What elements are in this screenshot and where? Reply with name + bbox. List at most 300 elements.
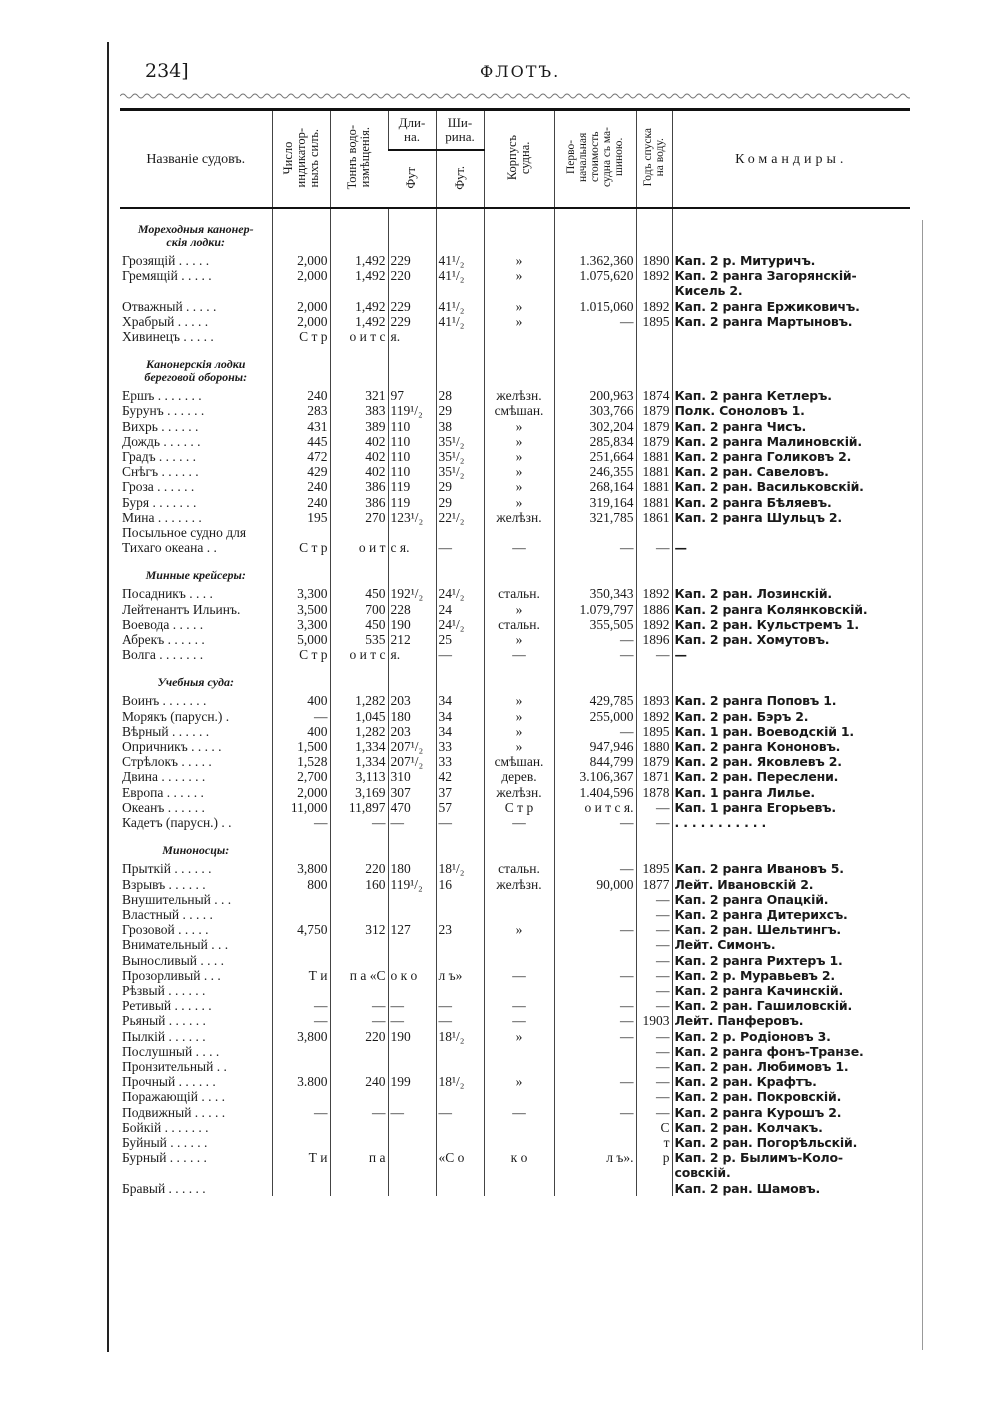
year-cell: 1879	[636, 403, 672, 418]
width-cell: 41¹/₂	[436, 299, 484, 314]
table-row	[120, 1135, 910, 1150]
col-header-width: Ши- рина.	[436, 110, 484, 151]
hull-cell: стальн.	[484, 861, 554, 876]
commander-cell: Кап. 2 ран. Гашиловскій.	[672, 998, 910, 1013]
col-header-length-unit: Фут	[388, 150, 436, 208]
col-header-year: Годъ спуска на воду.	[636, 110, 672, 209]
ship-name: Опричникъ . . . . .	[122, 739, 222, 755]
width-cell	[436, 525, 484, 540]
cost-cell: 200,963	[554, 388, 636, 403]
width-cell	[436, 1181, 484, 1196]
table-row	[120, 1059, 910, 1074]
wavy-rule	[120, 92, 910, 100]
hull-cell: —	[484, 815, 554, 830]
hp-cell	[272, 1181, 330, 1196]
length-cell	[388, 525, 436, 540]
col-header-hull: Корпусъ судна.	[484, 110, 554, 209]
hull-cell: »	[484, 464, 554, 479]
table-row	[120, 1029, 910, 1044]
year-cell: 1877	[636, 877, 672, 892]
hp-cell	[272, 525, 330, 540]
commander-cell: Кап. 2 ран. Переслени.	[672, 769, 910, 784]
table-row	[120, 1150, 910, 1180]
empty-cell	[636, 208, 672, 253]
ship-name: Европа . . . . . .	[122, 784, 204, 800]
width-cell	[436, 983, 484, 998]
displacement-cell: —	[330, 1105, 388, 1120]
year-cell: 1880	[636, 739, 672, 754]
length-cell: 123¹/₂	[388, 510, 436, 525]
displacement-cell: о и т с	[330, 647, 388, 662]
hp-cell	[272, 1135, 330, 1150]
commander-cell: Кап. 1 ранга Егорьевъ.	[672, 800, 910, 815]
displacement-cell: 1,334	[330, 754, 388, 769]
table-row	[120, 998, 910, 1013]
length-cell: 190	[388, 1029, 436, 1044]
displacement-cell: 1,282	[330, 693, 388, 708]
width-cell	[436, 953, 484, 968]
commander-cell: Кап. 2 ран. Бэръ 2.	[672, 709, 910, 724]
length-cell	[388, 1120, 436, 1135]
commander-cell: Кап. 2 р. Былимъ-Коло- совскій.	[672, 1150, 910, 1180]
table-row	[120, 329, 910, 344]
year-cell: 1890	[636, 253, 672, 268]
displacement-cell: 220	[330, 861, 388, 876]
width-cell	[436, 329, 484, 344]
commander-cell: Кап. 2 ран. Крафтъ.	[672, 1074, 910, 1089]
year-cell: —	[636, 540, 672, 555]
commander-cell: Кап. 2 ранга Малиновскій.	[672, 434, 910, 449]
table-row	[120, 1105, 910, 1120]
width-cell: 41¹/₂	[436, 253, 484, 268]
ship-name: Посадникъ . . . .	[122, 586, 213, 602]
width-cell	[436, 1135, 484, 1150]
hull-cell	[484, 937, 554, 952]
hull-cell: »	[484, 268, 554, 298]
year-cell: С	[636, 1120, 672, 1135]
hull-cell: стальн.	[484, 617, 554, 632]
year-cell: 1903	[636, 1013, 672, 1028]
width-cell	[436, 1120, 484, 1135]
hull-cell: »	[484, 922, 554, 937]
section-title: Миноносцы:	[162, 843, 230, 858]
cost-cell: —	[554, 647, 636, 662]
year-cell: 1892	[636, 617, 672, 632]
table-row	[120, 388, 910, 403]
width-cell: 35¹/₂	[436, 449, 484, 464]
commander-cell: Кап. 2 ранга Опацкій.	[672, 892, 910, 907]
ship-name: Посыльное судно для	[122, 525, 247, 541]
hp-cell: 11,000	[272, 800, 330, 815]
width-cell: 33	[436, 754, 484, 769]
length-cell	[388, 1150, 436, 1180]
displacement-cell: 3,169	[330, 785, 388, 800]
hp-cell: 400	[272, 693, 330, 708]
commander-cell: —	[672, 540, 910, 555]
ship-name: Бурунъ . . . . . .	[122, 403, 205, 419]
empty-cell	[554, 830, 636, 861]
hull-cell	[484, 983, 554, 998]
commander-cell: Кап. 2 ран. Покровскій.	[672, 1089, 910, 1104]
hp-cell: 2,000	[272, 314, 330, 329]
section-heading-row	[120, 662, 910, 693]
empty-cell	[554, 344, 636, 388]
hull-cell: »	[484, 724, 554, 739]
cost-cell: 3.106,367	[554, 769, 636, 784]
table-row	[120, 479, 910, 494]
cost-cell: 1.079,797	[554, 602, 636, 617]
empty-cell	[636, 830, 672, 861]
length-cell: 203	[388, 724, 436, 739]
year-cell: —	[636, 968, 672, 983]
displacement-cell: 3,113	[330, 769, 388, 784]
length-cell: 220	[388, 268, 436, 298]
table-row	[120, 419, 910, 434]
displacement-cell	[330, 1120, 388, 1135]
length-cell: 97	[388, 388, 436, 403]
ship-name: Бравый . . . . . .	[122, 1180, 206, 1196]
displacement-cell: о и т	[330, 540, 388, 555]
hull-cell	[484, 892, 554, 907]
table-row	[120, 617, 910, 632]
cost-cell: —	[554, 861, 636, 876]
width-cell: —	[436, 540, 484, 555]
displacement-cell: 321	[330, 388, 388, 403]
length-cell: 207¹/₂	[388, 739, 436, 754]
page-number: 234]	[145, 60, 189, 82]
length-cell: 119	[388, 479, 436, 494]
table-row	[120, 525, 910, 540]
table-row	[120, 1120, 910, 1135]
displacement-cell: 270	[330, 510, 388, 525]
hp-cell: 2,000	[272, 268, 330, 298]
cost-cell: 302,204	[554, 419, 636, 434]
hull-cell: »	[484, 739, 554, 754]
hp-cell	[272, 892, 330, 907]
length-cell: 229	[388, 253, 436, 268]
table-row	[120, 540, 910, 555]
commander-cell: Кап. 2 ранга Кононовъ.	[672, 739, 910, 754]
section-title: Учебныя суда:	[157, 675, 234, 690]
year-cell: р	[636, 1150, 672, 1180]
width-cell: 22¹/₂	[436, 510, 484, 525]
hp-cell: 472	[272, 449, 330, 464]
hull-cell	[484, 525, 554, 540]
hull-cell: »	[484, 709, 554, 724]
length-cell: 110	[388, 419, 436, 434]
cost-cell: 947,946	[554, 739, 636, 754]
displacement-cell	[330, 1059, 388, 1074]
displacement-cell	[330, 892, 388, 907]
table-row	[120, 922, 910, 937]
displacement-cell: 386	[330, 495, 388, 510]
hp-cell: 195	[272, 510, 330, 525]
commander-cell: . . . . . . . . . . .	[672, 815, 910, 830]
displacement-cell: 1,045	[330, 709, 388, 724]
width-cell: 18¹/₂	[436, 1074, 484, 1089]
displacement-cell: 402	[330, 449, 388, 464]
empty-cell	[636, 555, 672, 586]
year-cell: —	[636, 1105, 672, 1120]
length-cell	[388, 1181, 436, 1196]
hp-cell: 3,300	[272, 586, 330, 601]
year-cell: —	[636, 892, 672, 907]
commander-cell: Кап. 1 ранга Лилье.	[672, 785, 910, 800]
cost-cell	[554, 1181, 636, 1196]
length-cell: 470	[388, 800, 436, 815]
commander-cell: Кап. 2 р. Митуричъ.	[672, 253, 910, 268]
ship-name: Гроза . . . . . .	[122, 479, 195, 495]
table-row	[120, 709, 910, 724]
width-cell: 33	[436, 739, 484, 754]
width-cell: 35¹/₂	[436, 464, 484, 479]
cost-cell: —	[554, 632, 636, 647]
width-cell: 34	[436, 709, 484, 724]
hull-cell: »	[484, 632, 554, 647]
cost-cell	[554, 953, 636, 968]
hull-cell	[484, 1181, 554, 1196]
table-row	[120, 464, 910, 479]
section-heading-row	[120, 344, 910, 388]
hull-cell: »	[484, 495, 554, 510]
commander-cell: Кап. 2 ранга Чисъ.	[672, 419, 910, 434]
year-cell: —	[636, 907, 672, 922]
year-cell: 1895	[636, 861, 672, 876]
commander-cell: Кап. 2 ран. Шельтингъ.	[672, 922, 910, 937]
cost-cell: 844,799	[554, 754, 636, 769]
hp-cell: 5,000	[272, 632, 330, 647]
displacement-cell: 450	[330, 617, 388, 632]
year-cell: —	[636, 815, 672, 830]
displacement-cell: 386	[330, 479, 388, 494]
table-row	[120, 632, 910, 647]
length-cell: 110	[388, 464, 436, 479]
table-row	[120, 953, 910, 968]
commander-cell: Кап. 2 ран. Любимовъ 1.	[672, 1059, 910, 1074]
empty-cell	[554, 208, 636, 253]
empty-cell	[636, 662, 672, 693]
hp-cell: —	[272, 1013, 330, 1028]
length-cell	[388, 1135, 436, 1150]
page-right-rule	[922, 220, 923, 1350]
cost-cell	[554, 1135, 636, 1150]
commander-cell: Кап. 2 ранга Загорянскій- Кисель 2.	[672, 268, 910, 298]
hp-cell: —	[272, 709, 330, 724]
length-cell: 180	[388, 709, 436, 724]
width-cell: 57	[436, 800, 484, 815]
cost-cell: —	[554, 1074, 636, 1089]
empty-cell	[436, 830, 484, 861]
hull-cell	[484, 329, 554, 344]
hull-cell: к о	[484, 1150, 554, 1180]
running-title: ФЛОТЪ.	[480, 62, 561, 81]
empty-cell	[330, 830, 388, 861]
commander-cell: Лейт. Симонъ.	[672, 937, 910, 952]
year-cell: 1879	[636, 419, 672, 434]
ship-name: Тихаго океана . .	[122, 540, 217, 556]
table-row	[120, 495, 910, 510]
hp-cell: 800	[272, 877, 330, 892]
cost-cell: 1.015,060	[554, 299, 636, 314]
displacement-cell: 1,492	[330, 299, 388, 314]
hp-cell: 283	[272, 403, 330, 418]
section-title: Канонерскія лодки береговой обороны:	[144, 357, 248, 385]
ship-name: Океанъ . . . . . .	[122, 799, 205, 815]
year-cell: —	[636, 983, 672, 998]
commander-cell: Кап. 2 ран. Савеловъ.	[672, 464, 910, 479]
hp-cell: 3,500	[272, 602, 330, 617]
hp-cell	[272, 1044, 330, 1059]
length-cell: —	[388, 1105, 436, 1120]
length-cell: 212	[388, 632, 436, 647]
empty-cell	[388, 830, 436, 861]
cost-cell: 429,785	[554, 693, 636, 708]
commander-cell: Кап. 2 р. Муравьевъ 2.	[672, 968, 910, 983]
table-body	[120, 208, 910, 1196]
width-cell: л ъ»	[436, 968, 484, 983]
commander-cell: Кап. 2 ран. Лозинскій.	[672, 586, 910, 601]
ship-name: Буря . . . . . . .	[122, 494, 197, 510]
cost-cell: —	[554, 540, 636, 555]
hull-cell: »	[484, 299, 554, 314]
commander-cell: Кап. 2 ранга Качинскій.	[672, 983, 910, 998]
year-cell	[636, 1181, 672, 1196]
hp-cell: 2,700	[272, 769, 330, 784]
cost-cell: —	[554, 1105, 636, 1120]
ship-name: Буйный . . . . . .	[122, 1134, 208, 1150]
page-left-rule	[107, 42, 109, 1352]
ship-name: Вихрь . . . . . .	[122, 418, 199, 434]
year-cell: —	[636, 1029, 672, 1044]
cost-cell	[554, 1089, 636, 1104]
width-cell	[436, 1059, 484, 1074]
length-cell: я.	[388, 647, 436, 662]
year-cell: —	[636, 953, 672, 968]
year-cell: 1874	[636, 388, 672, 403]
ship-name: Волга . . . . . . .	[122, 647, 204, 663]
table-row	[120, 1044, 910, 1059]
hull-cell: —	[484, 1105, 554, 1120]
commander-cell: Кап. 2 ранга Ивановъ 5.	[672, 861, 910, 876]
table-row	[120, 877, 910, 892]
cost-cell: 321,785	[554, 510, 636, 525]
width-cell: 28	[436, 388, 484, 403]
hull-cell: —	[484, 1013, 554, 1028]
displacement-cell	[330, 1135, 388, 1150]
commander-cell: Кап. 2 ранга Шульцъ 2.	[672, 510, 910, 525]
width-cell: —	[436, 998, 484, 1013]
length-cell: 190	[388, 617, 436, 632]
year-cell: —	[636, 1044, 672, 1059]
ship-name: Отважный . . . . .	[122, 298, 217, 314]
length-cell: 229	[388, 299, 436, 314]
ship-name: Воевода . . . . .	[122, 616, 204, 632]
displacement-cell: 1,334	[330, 739, 388, 754]
cost-cell	[554, 937, 636, 952]
year-cell: —	[636, 922, 672, 937]
displacement-cell: 383	[330, 403, 388, 418]
hp-cell: 2,000	[272, 785, 330, 800]
commander-cell: Кап. 2 ран. Хомутовъ.	[672, 632, 910, 647]
length-cell: —	[388, 998, 436, 1013]
displacement-cell: 1,492	[330, 314, 388, 329]
cost-cell: 355,505	[554, 617, 636, 632]
cost-cell	[554, 983, 636, 998]
ship-name: Бойкій . . . . . . .	[122, 1119, 209, 1135]
ship-name: Хивинецъ . . . . .	[122, 329, 214, 345]
hull-cell	[484, 1135, 554, 1150]
cost-cell: 251,664	[554, 449, 636, 464]
length-cell: 119	[388, 495, 436, 510]
ship-name: Внушительный . . .	[122, 891, 232, 907]
commander-cell: Кап. 2 ранга Ержиковичъ.	[672, 299, 910, 314]
length-cell: 180	[388, 861, 436, 876]
table-row	[120, 861, 910, 876]
fleet-table	[120, 108, 910, 1196]
ship-name: Прозорливый . . .	[122, 967, 221, 983]
year-cell: 1895	[636, 314, 672, 329]
hull-cell: »	[484, 434, 554, 449]
year-cell: 1892	[636, 299, 672, 314]
empty-cell	[330, 662, 388, 693]
hull-cell: —	[484, 998, 554, 1013]
cost-cell: л ъ».	[554, 1150, 636, 1180]
table-row	[120, 253, 910, 268]
commander-cell: Лейт. Панферовъ.	[672, 1013, 910, 1028]
ship-name: Абрекъ . . . . . .	[122, 632, 205, 648]
hull-cell: »	[484, 693, 554, 708]
cost-cell: —	[554, 968, 636, 983]
ship-name: Пылкій . . . . . .	[122, 1028, 206, 1044]
table-row	[120, 693, 910, 708]
ship-name: Ретивый . . . . . .	[122, 998, 212, 1014]
year-cell	[636, 329, 672, 344]
hull-cell: »	[484, 479, 554, 494]
displacement-cell: п а	[330, 1150, 388, 1180]
empty-cell	[436, 555, 484, 586]
length-cell: 127	[388, 922, 436, 937]
length-cell: 228	[388, 602, 436, 617]
year-cell: 1879	[636, 434, 672, 449]
section-heading-row	[120, 555, 910, 586]
cost-cell	[554, 1044, 636, 1059]
commander-cell: Кап. 2 ранга Дитерихсъ.	[672, 907, 910, 922]
commander-cell	[672, 525, 910, 540]
ship-name: Бурный . . . . . .	[122, 1150, 207, 1166]
commander-cell: Кап. 2 ранга Колянковскій.	[672, 602, 910, 617]
table-row	[120, 602, 910, 617]
ship-name: Подвижный . . . . .	[122, 1104, 226, 1120]
hp-cell: Т и	[272, 1150, 330, 1180]
displacement-cell	[330, 937, 388, 952]
commander-cell: Кап. 2 ран. Шамовъ.	[672, 1181, 910, 1196]
width-cell	[436, 907, 484, 922]
cost-cell: —	[554, 314, 636, 329]
cost-cell: 350,343	[554, 586, 636, 601]
width-cell: —	[436, 1013, 484, 1028]
hp-cell: 240	[272, 388, 330, 403]
displacement-cell	[330, 907, 388, 922]
empty-cell	[272, 662, 330, 693]
displacement-cell: 402	[330, 464, 388, 479]
commander-cell: Кап. 2 ранга Поповъ 1.	[672, 693, 910, 708]
hp-cell: С т р	[272, 540, 330, 555]
empty-cell	[484, 555, 554, 586]
ship-name: Кадетъ (парусн.) . .	[122, 815, 232, 831]
cost-cell: 285,834	[554, 434, 636, 449]
width-cell: 34	[436, 693, 484, 708]
col-header-displacement: Тоннъ водо- измѣщенія.	[330, 110, 388, 209]
